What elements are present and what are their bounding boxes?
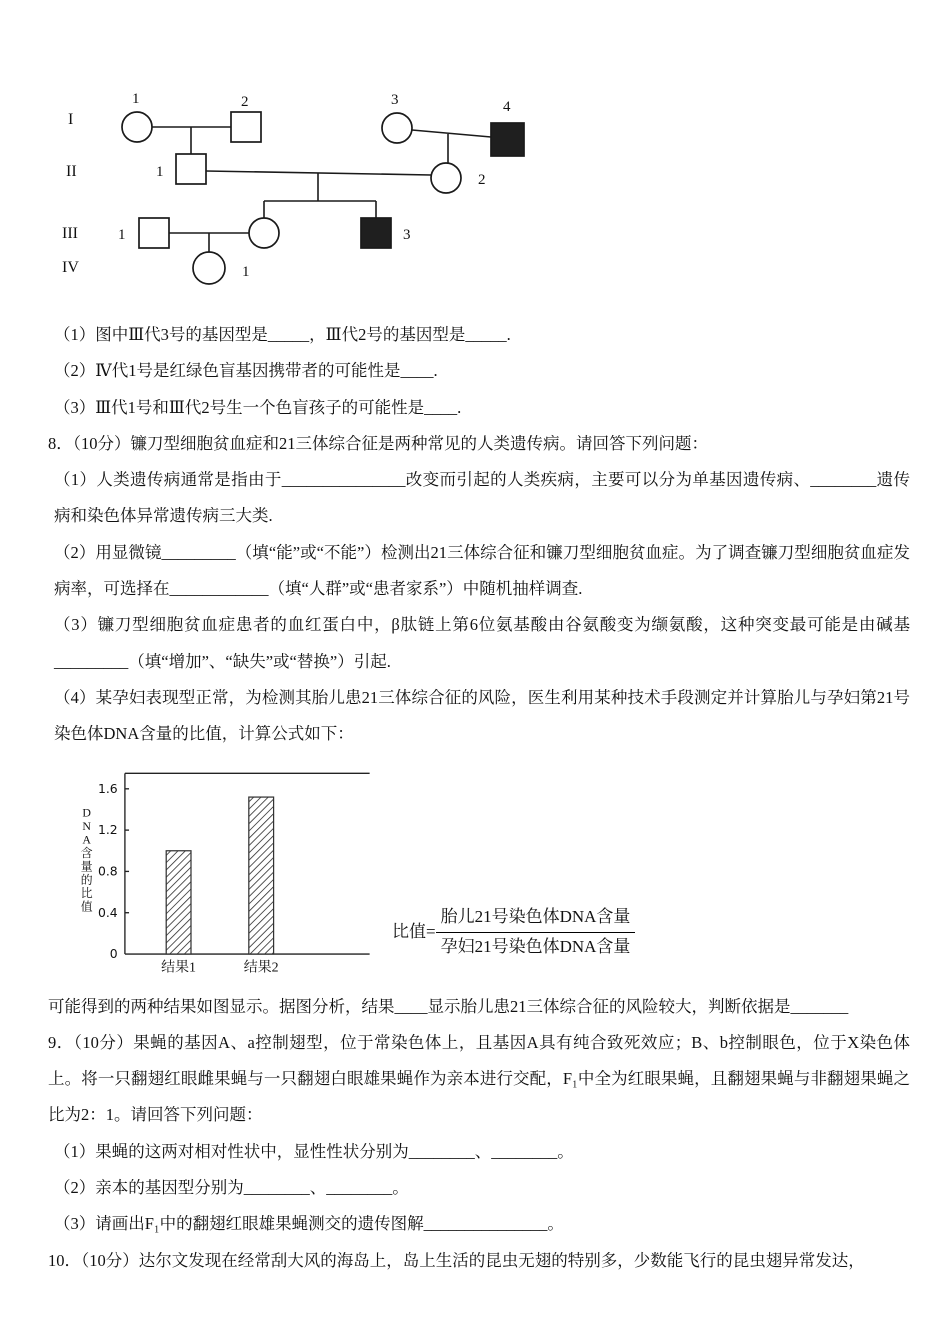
pedigree-label-III-3: 3 <box>403 227 411 243</box>
q8-part1: （1）人类遗传病通常是指由于_______________改变而引起的人类疾病，主要可以分为单基因遗传病、________遗传病和染色体异常遗传病三大类. <box>54 470 910 526</box>
pedigree-II-2-unaffected-female <box>431 163 461 193</box>
y-tick-label: 0 <box>109 945 118 961</box>
bar-结果1 <box>166 850 191 953</box>
generation-label-IV: IV <box>62 259 79 276</box>
pedigree-III-3-affected-male <box>361 218 391 248</box>
y-tick-label: 1.6 <box>97 780 118 796</box>
q9-stem: 9．（10分）果蝇的基因A、a控制翅型，位于常染色体上，且基因A具有纯合致死效应；B、b控制眼色，位于X染色体上。将一只翻翅红眼雌果蝇与一只翻翅白眼雄果蝇作为亲本进行交配，F₁中全为红眼果蝇，且翻翅果蝇与非翻翅果蝇之比为2：1。请回答下列问题： <box>48 1032 910 1125</box>
q10-stem: 10．（10分）达尔文发现在经常刮大风的海岛上，岛上生活的昆虫无翅的特别多，少数能飞行的昆虫翅异常发达， <box>48 1250 865 1270</box>
pedigree-label-I-2: 2 <box>241 94 249 110</box>
pedigree-label-I-4: 4 <box>503 99 511 115</box>
generation-label-II: II <box>66 163 77 180</box>
generation-label-I: I <box>68 111 74 128</box>
formula-fraction <box>436 906 636 959</box>
q8-part2: （2）用显微镜_________（填“能”或“不能”）检测出21三体综合征和镰刀型细胞贫血症。为了调查镰刀型细胞贫血症发病率，可选择在____________（填“人群”或“患者家系”）中随机抽样调查. <box>54 542 910 599</box>
pedigree-label-III-1: 1 <box>118 227 126 243</box>
bar-结果2 <box>249 797 274 954</box>
formula-denominator: 孕妇21号染色体DNA含量 <box>440 936 631 956</box>
pedigree-IV-1-unaffected-female <box>193 252 225 284</box>
x-category-label: 结果2 <box>243 960 279 976</box>
pedigree-label-II-2: 2 <box>478 172 486 188</box>
q8-stem: 8．（10分）镰刀型细胞贫血症和21三体综合征是两种常见的人类遗传病。请回答下列问题： <box>48 433 708 453</box>
ratio-formula <box>392 906 635 959</box>
pedigree-figure <box>56 86 910 303</box>
q8-part3: （3）镰刀型细胞贫血症患者的血红蛋白中，β肽链上第6位氨基酸由谷氨酸变为缬氨酸，这种突变最可能是由碱基_________（填“增加”、“缺失”或“替换”）引起. <box>54 615 910 671</box>
x-category-label: 结果1 <box>161 960 197 976</box>
y-tick-label: 1.2 <box>97 821 118 837</box>
q8-conclusion: 可能得到的两种结果如图显示。据图分析，结果____显示胎儿患21三体综合征的风险较大，判断依据是_______ <box>48 996 849 1016</box>
q9-part1: （1）果蝇的这两对相对性状中，显性性状分别为________、________。 <box>54 1141 574 1161</box>
pedigree-III-1-unaffected-male <box>139 218 169 248</box>
y-tick-label: 0.8 <box>97 863 118 879</box>
pedigree-label-II-1: 1 <box>156 164 164 180</box>
generation-label-III: III <box>62 225 78 242</box>
pedigree-I-3-unaffected-female <box>382 113 412 143</box>
pedigree-question-1: （1）图中Ⅲ代3号的基因型是_____，Ⅲ代2号的基因型是_____. <box>54 325 511 344</box>
pedigree-diagram <box>56 86 616 298</box>
formula-numerator: 胎儿21号染色体DNA含量 <box>436 906 636 933</box>
pedigree-label-I-3: 3 <box>391 92 399 108</box>
pedigree-I-1-unaffected-female <box>122 112 152 142</box>
q9-part3: （3）请画出F₁中的翻翅红眼雄果蝇测交的遗传图解_______________。 <box>54 1214 564 1234</box>
dna-ratio-bar-chart <box>68 763 378 985</box>
y-tick-label: 0.4 <box>97 904 118 920</box>
chart-y-axis-label: D N A 含量的比值 <box>80 805 93 914</box>
pedigree-III-2-unaffected-female <box>249 218 279 248</box>
pedigree-question-3: （3）Ⅲ代1号和Ⅲ代2号生一个色盲孩子的可能性是____. <box>54 397 462 417</box>
pedigree-label-I-1: 1 <box>132 91 140 107</box>
pedigree-question-2: （2）Ⅳ代1号是红绿色盲基因携带者的可能性是____. <box>54 361 438 381</box>
pedigree-I-4-affected-male <box>491 123 524 156</box>
chart-and-formula-row <box>68 763 910 985</box>
pedigree-I-2-unaffected-male <box>231 112 261 142</box>
q9-part2: （2）亲本的基因型分别为________、________。 <box>54 1178 409 1198</box>
pedigree-label-IV-1: 1 <box>242 264 250 280</box>
marriage-line-I3-I4 <box>412 130 491 137</box>
formula-lhs: 比值= <box>392 921 436 941</box>
pedigree-II-1-unaffected-male <box>176 154 206 184</box>
q8-part4: （4）某孕妇表现型正常，为检测其胎儿患21三体综合征的风险，医生利用某种技术手段测定并计算胎儿与孕妇第21号染色体DNA含量的比值，计算公式如下： <box>54 687 910 744</box>
